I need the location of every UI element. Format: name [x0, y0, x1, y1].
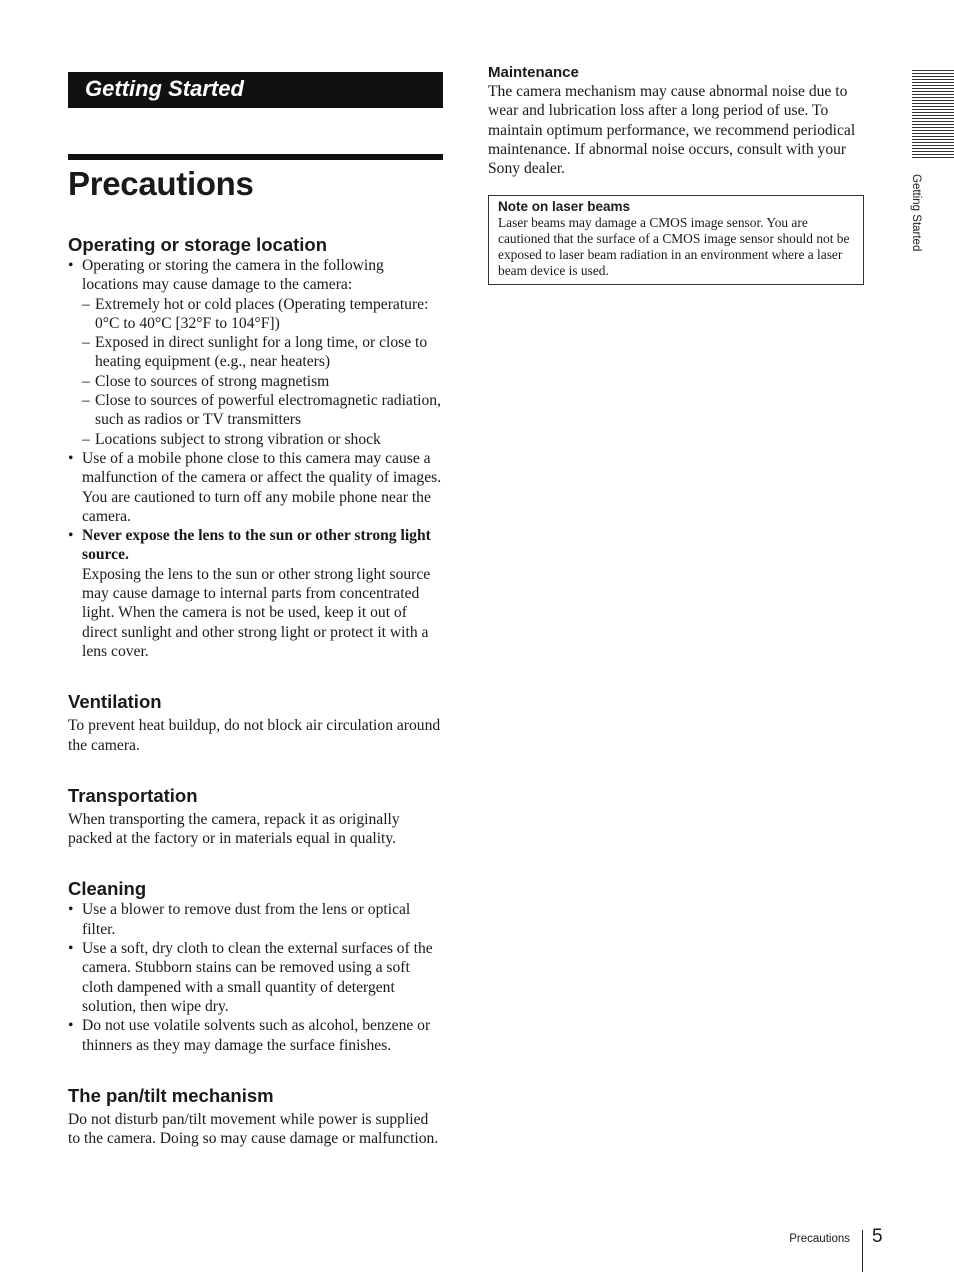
- sub-list-item: – Close to sources of strong magnetism: [68, 372, 443, 391]
- sub-list-item: – Extremely hot or cold places (Operating temperature: 0°C to 40°C [32°F to 104°F]): [68, 295, 443, 334]
- note-title: Note on laser beams: [498, 199, 631, 215]
- section-heading-operating: Operating or storage location: [68, 234, 328, 255]
- transportation-text: When transporting the camera, repack it as originally packed at the factory or in materials equal in quality.: [68, 810, 400, 848]
- sub-list-item: – Close to sources of powerful electromagnetic radiation, such as radios or TV transmitters: [68, 391, 443, 430]
- note-text: Laser beams may damage a CMOS image sensor. You are cautioned that the surface of a CMOS image sensor should not be exposed to laser beam radiation in an environment where a laser beam device is used.: [498, 215, 850, 279]
- section-pantilt: [68, 1085, 443, 1149]
- right-column: [488, 64, 864, 285]
- note-box: [488, 195, 864, 285]
- side-tab: [906, 174, 928, 264]
- list-item: • Use a soft, dry cloth to clean the external surfaces of the camera. Stubborn stains can be removed using a soft cloth dampened with a small quantity of detergent solution, then wipe dry.: [68, 939, 443, 1016]
- section-transportation: [68, 785, 443, 849]
- warning-detail: Exposing the lens to the sun or other strong light source may cause damage to internal parts from concentrated light. When the camera is not be used, keep it out of direct sunlight and other strong light or protect it with a lens cover.: [82, 565, 431, 660]
- list-item: • Use a blower to remove dust from the lens or optical filter.: [68, 900, 443, 939]
- operating-list: [68, 256, 443, 661]
- pantilt-text: Do not disturb pan/tilt movement while power is supplied to the camera. Doing so may cause damage or malfunction.: [68, 1110, 439, 1148]
- side-tab-marker: [912, 70, 954, 160]
- footer-divider: [862, 1230, 863, 1272]
- warning-text: • Never expose the lens to the sun or other strong light source.: [82, 527, 431, 564]
- section-operating: [68, 234, 443, 661]
- list-item: • Use of a mobile phone close to this camera may cause a malfunction of the camera or affect the quality of images. You are cautioned to turn off any mobile phone near the camera.: [68, 449, 443, 526]
- ventilation-text: To prevent heat buildup, do not block air circulation around the camera.: [68, 717, 441, 754]
- section-heading-ventilation: Ventilation: [68, 691, 162, 713]
- sub-list-item: – Exposed in direct sunlight for a long time, or close to heating equipment (e.g., near heaters): [68, 333, 443, 372]
- footer-label: Precautions: [789, 1233, 850, 1245]
- operating-sublist: [68, 295, 443, 449]
- list-item: [68, 256, 443, 449]
- bullet-text: Operating or storing the camera in the following locations may cause damage to the camera:: [82, 257, 384, 294]
- page-number: 5: [872, 1226, 883, 1247]
- list-item: • Do not use volatile solvents such as alcohol, benzene or thinners as they may damage the surface finishes.: [68, 1016, 443, 1055]
- section-heading-maintenance: Maintenance: [488, 64, 579, 81]
- page-title: Precautions: [68, 165, 254, 202]
- maintenance-text: The camera mechanism may cause abnormal noise due to wear and lubrication loss after a long period of use. To maintain optimum performance, we recommend periodical maintenance. If abnormal noise occurs, consult with your Sony dealer.: [488, 83, 856, 178]
- section-cleaning: [68, 878, 443, 1054]
- section-heading-cleaning: Cleaning: [68, 878, 147, 900]
- chapter-banner: Getting Started: [68, 72, 443, 108]
- list-item: [68, 526, 443, 661]
- title-rule: [68, 154, 443, 160]
- side-tab-label: Getting Started: [910, 174, 922, 252]
- sub-list-item: – Locations subject to strong vibration or shock: [68, 430, 443, 449]
- section-heading-transportation: Transportation: [68, 784, 198, 806]
- section-ventilation: [68, 691, 443, 755]
- left-column: [68, 72, 443, 1148]
- section-heading-pantilt: The pan/tilt mechanism: [68, 1084, 274, 1106]
- cleaning-list: [68, 900, 443, 1054]
